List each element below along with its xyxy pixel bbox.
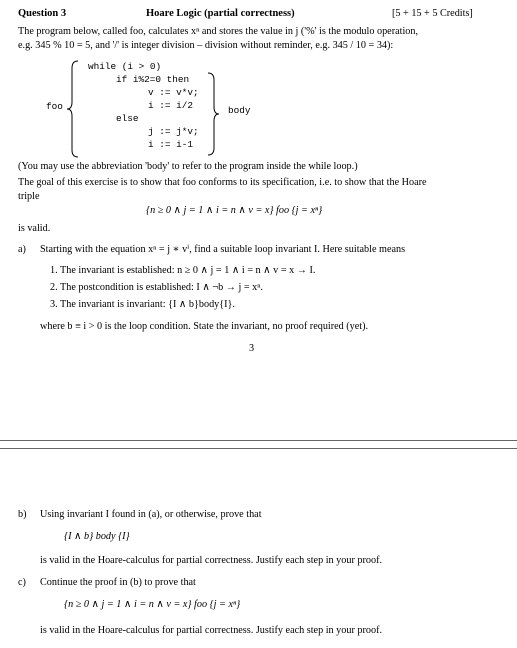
part-c-valid: is valid in the Hoare-calculus for partial correctness. Justify each step in your proof.: [40, 625, 383, 636]
part-a-text: Starting with the equation xⁿ = j ∗ vⁱ, find a suitable loop invariant I. Here suitable means: [40, 244, 406, 255]
question-title: Hoare Logic (partial correctness): [146, 8, 295, 19]
code-i-dec: i := i-1: [148, 139, 194, 150]
part-a-item-2: 2. The postcondition is established: I ∧ ¬b → j = xⁿ.: [50, 282, 263, 293]
code-while: while (i > 0): [88, 61, 162, 72]
page-separator-bottom: [0, 448, 517, 449]
code-v-assign: v := v*v;: [148, 87, 199, 98]
part-c-text: Continue the proof in (b) to prove that: [40, 577, 196, 588]
part-b-text: Using invariant I found in (a), or otherwise, prove that: [40, 509, 262, 520]
part-a-label: a): [18, 244, 26, 255]
code-if: if i%2=0 then: [116, 74, 190, 85]
code-label-foo: foo: [46, 101, 63, 112]
body-brace: [206, 72, 220, 156]
part-a-item-3: 3. The invariant is invariant: {I ∧ b}body{I}.: [50, 299, 235, 310]
code-i-div: i := i/2: [148, 100, 194, 111]
question-number: Question 3: [18, 8, 67, 19]
part-c-label: c): [18, 577, 26, 588]
code-else: else: [116, 113, 139, 124]
code-label-body: body: [228, 105, 251, 116]
goal-line-1: The goal of this exercise is to show that foo conforms to its specification, i.e. to show that the Hoare: [18, 177, 427, 188]
part-b-formula: {I ∧ b} body {I}: [64, 531, 130, 542]
intro-line-1: The program below, called foo, calculates xⁿ and stores the value in j ('%' is the modulo operation,: [18, 26, 419, 37]
code-j-assign: j := j*v;: [148, 126, 199, 137]
part-b-label: b): [18, 509, 27, 520]
intro-line-2: e.g. 345 % 10 = 5, and '/' is integer division – division without reminder, e.g. 345 / 10 = 34):: [18, 40, 394, 51]
part-c-formula: {n ≥ 0 ∧ j = 1 ∧ i = n ∧ v = x} foo {j = xⁿ}: [64, 599, 241, 610]
page-separator-top: [0, 440, 517, 441]
foo-brace: [66, 60, 80, 158]
page-number: 3: [249, 343, 255, 354]
part-b-valid: is valid in the Hoare-calculus for partial correctness. Justify each step in your proof.: [40, 555, 383, 566]
is-valid: is valid.: [18, 223, 51, 234]
part-a-where: where b ≡ i > 0 is the loop condition. State the invariant, no proof required (yet).: [40, 321, 369, 332]
abbrev-note: (You may use the abbreviation 'body' to refer to the program inside the while loop.): [18, 161, 358, 172]
credits: [5 + 15 + 5 Credits]: [392, 8, 473, 19]
goal-line-2: triple: [18, 191, 40, 202]
part-a-item-1: 1. The invariant is established: n ≥ 0 ∧ j = 1 ∧ i = n ∧ v = x → I.: [50, 265, 316, 276]
hoare-triple: {n ≥ 0 ∧ j = 1 ∧ i = n ∧ v = x} foo {j = xⁿ}: [146, 205, 323, 216]
